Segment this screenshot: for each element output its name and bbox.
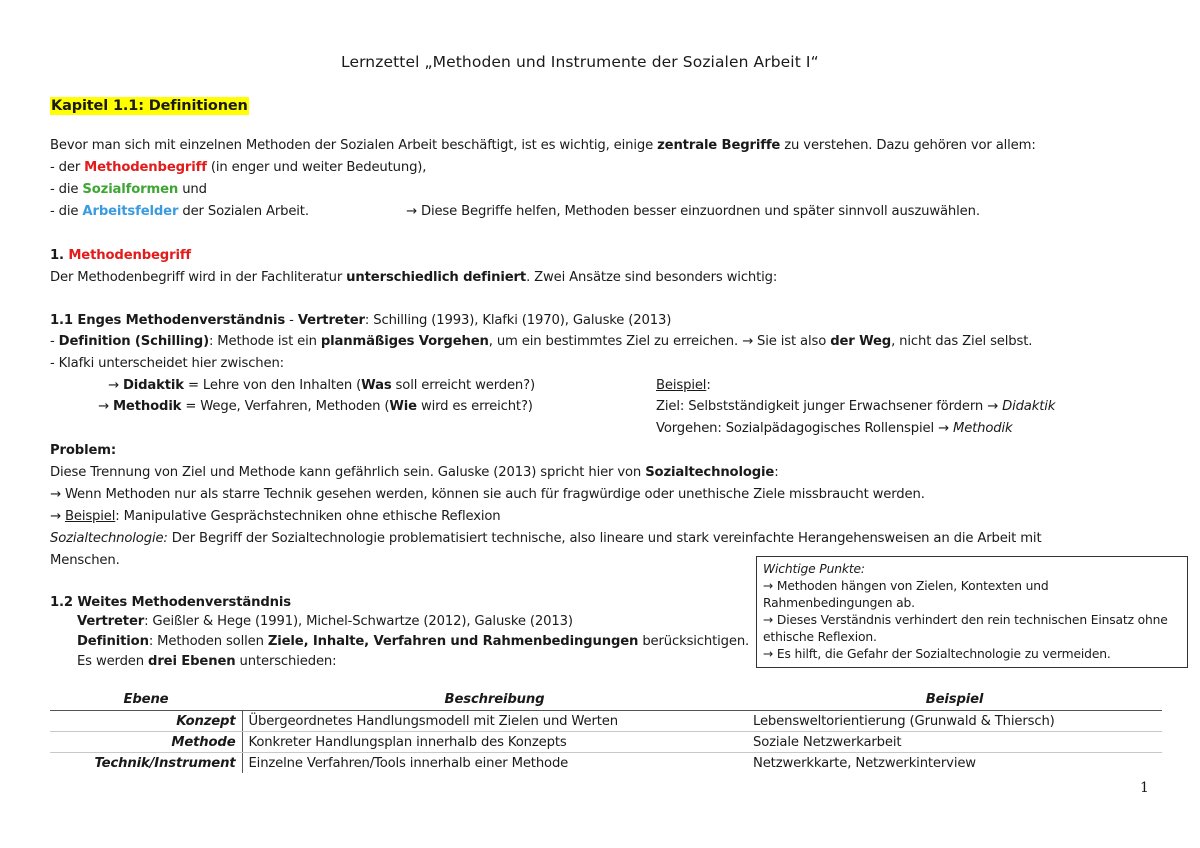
- problem-title: Problem:: [50, 443, 116, 458]
- problem-line-1: [50, 463, 779, 483]
- italic-term: Sozialtechnologie:: [50, 531, 168, 546]
- key-points-line: → Dieses Verständnis verhindert den rein technischen Einsatz ohne: [763, 613, 1168, 627]
- list-prefix: - die: [50, 182, 83, 197]
- table-row: [50, 753, 1162, 774]
- example-label-text: Beispiel: [656, 378, 707, 393]
- separator: -: [285, 313, 298, 328]
- list-prefix: -: [50, 334, 59, 349]
- intro-paragraph: [50, 136, 1036, 156]
- key-points-line: → Es hilft, die Gefahr der Sozialtechnologie zu vermeiden.: [763, 647, 1111, 661]
- bold-term: planmäßiges Vorgehen: [320, 334, 489, 349]
- arrow: →: [98, 399, 113, 414]
- intro-list-item-3: [50, 202, 309, 222]
- italic-term: Didaktik: [1002, 399, 1056, 414]
- text: Der Methodenbegriff wird in der Fachliteratur: [50, 270, 347, 285]
- table-cell-ebene: Technik/Instrument: [50, 753, 242, 774]
- vertreter-list: : Geißler & Hege (1991), Michel-Schwartze (2012), Galuske (2013): [144, 614, 573, 629]
- underlined-label: Beispiel: [64, 509, 116, 524]
- problem-heading: [50, 441, 116, 461]
- term-didaktik: Didaktik: [122, 378, 184, 393]
- bold-term: drei Ebenen: [148, 654, 236, 669]
- text: : Methode ist ein: [208, 334, 321, 349]
- text-end: , nicht das Ziel selbst.: [891, 334, 1033, 349]
- table-row: [50, 711, 1162, 732]
- text: Ziel: Selbstständigkeit junger Erwachsener fördern →: [656, 399, 1003, 414]
- text-end: . Zwei Ansätze sind besonders wichtig:: [526, 270, 778, 285]
- list-prefix: - die: [50, 204, 83, 219]
- table-cell-beispiel: Lebensweltorientierung (Grunwald & Thiersch): [747, 711, 1162, 732]
- list-suffix: und: [178, 182, 207, 197]
- key-points-line: Rahmenbedingungen ab.: [763, 596, 915, 610]
- term-methodenbegriff: Methodenbegriff: [84, 160, 207, 175]
- chapter-heading: [50, 96, 249, 116]
- label-vertreter: Vertreter: [297, 313, 365, 328]
- intro-list-item-1: [50, 158, 426, 178]
- problem-line-2: → Wenn Methoden nur als starre Technik gesehen werden, können sie auch für fragwürdige oder unethische Ziele missbraucht werden.: [50, 487, 925, 502]
- text: : Methoden sollen: [148, 634, 268, 649]
- definition-line: [77, 632, 749, 652]
- bold-wie: Wie: [389, 399, 417, 414]
- example-ziel: [656, 397, 1055, 417]
- list-suffix: (in enger und weiter Bedeutung),: [206, 160, 427, 175]
- bold-term: der Weg: [830, 334, 892, 349]
- label-vertreter: Vertreter: [77, 614, 145, 629]
- section-number: 1.: [50, 248, 69, 263]
- problem-line-3: [50, 507, 501, 527]
- section-1-1-heading: [50, 311, 671, 331]
- chapter-heading-text: Kapitel 1.1: Definitionen: [51, 98, 248, 114]
- table-cell-beschreibung: Einzelne Verfahren/Tools innerhalb einer Methode: [248, 755, 569, 771]
- text: Der Begriff der Sozialtechnologie problematisiert technische, also lineare und stark vereinfachte Herangehensweisen an die Arbeit mit: [167, 531, 1042, 546]
- table-cell-beispiel: Netzwerkkarte, Netzwerkinterview: [753, 755, 976, 771]
- section-1-text: [50, 268, 777, 288]
- term-arbeitsfelder: Arbeitsfelder: [82, 204, 179, 219]
- bold-was: Was: [361, 378, 392, 393]
- bold-term: Sozialtechnologie: [645, 465, 775, 480]
- table-cell-beschreibung: Übergeordnetes Handlungsmodell mit Zielen und Werten: [242, 711, 747, 732]
- table-header-row: [50, 688, 1162, 711]
- problem-line-5: Menschen.: [50, 553, 120, 568]
- table-header-beispiel: Beispiel: [747, 688, 1162, 711]
- key-points-title-text: Wichtige Punkte:: [763, 562, 865, 576]
- key-points-box: [756, 556, 1188, 668]
- intro-bold-term: zentrale Begriffe: [657, 138, 781, 153]
- intro-text: Bevor man sich mit einzelnen Methoden der Sozialen Arbeit beschäftigt, ist es wichtig, einige: [50, 138, 658, 153]
- table-cell-ebene: Konzept: [50, 711, 242, 732]
- document-title: Lernzettel „Methoden und Instrumente der Sozialen Arbeit I“: [341, 53, 819, 71]
- colon: :: [774, 465, 779, 480]
- subsection-title: 1.1 Enges Methodenverständnis: [50, 313, 286, 328]
- label-definition: Definition: [77, 634, 149, 649]
- colon: :: [706, 378, 711, 393]
- list-prefix: - der: [50, 160, 85, 175]
- text: : Manipulative Gesprächstechniken ohne ethische Reflexion: [115, 509, 501, 524]
- text-end: berücksichtigen.: [638, 634, 750, 649]
- list-suffix: der Sozialen Arbeit.: [178, 204, 309, 219]
- table-header-ebene: Ebene: [50, 688, 242, 711]
- subsection-title: 1.2 Weites Methodenverständnis: [50, 595, 291, 610]
- table-cell-beschreibung: Konkreter Handlungsplan innerhalb des Konzepts: [242, 732, 747, 753]
- section-title: Methodenbegriff: [68, 248, 191, 263]
- intro-text-end: zu verstehen. Dazu gehören vor allem:: [780, 138, 1036, 153]
- term-methodik: Methodik: [112, 399, 182, 414]
- italic-term: Methodik: [952, 421, 1013, 436]
- text-end: wird es erreicht?): [416, 399, 533, 414]
- definition-schilling: [50, 332, 1032, 352]
- table-row: [50, 732, 1162, 753]
- text: , um ein bestimmtes Ziel zu erreichen. → Sie ist also: [488, 334, 831, 349]
- section-1-heading: [50, 246, 191, 266]
- ebenen-line: [77, 652, 336, 672]
- problem-line-4: [50, 529, 1041, 549]
- example-vorgehen: [656, 419, 1013, 439]
- klafki-line: - Klafki unterscheidet hier zwischen:: [50, 356, 284, 371]
- term-sozialformen: Sozialformen: [82, 182, 179, 197]
- text: = Lehre von den Inhalten (: [183, 378, 362, 393]
- text-end: unterschieden:: [235, 654, 337, 669]
- text: Diese Trennung von Ziel und Methode kann gefährlich sein. Galuske (2013) spricht hier von: [50, 465, 646, 480]
- text: Vorgehen: Sozialpädagogisches Rollenspiel →: [656, 421, 953, 436]
- table-cell-ebene: Methode: [50, 732, 242, 753]
- text-end: soll erreicht werden?): [391, 378, 535, 393]
- key-points-line: → Methoden hängen von Zielen, Kontexten und: [763, 579, 1049, 593]
- didaktik-line: [108, 376, 535, 396]
- intro-list-item-2: [50, 180, 207, 200]
- table-header-beschreibung: Beschreibung: [242, 688, 747, 711]
- page-number: 1: [1140, 780, 1149, 796]
- example-label: [656, 376, 711, 396]
- vertreter-list: : Schilling (1993), Klafki (1970), Galuske (2013): [364, 313, 672, 328]
- intro-note: → Diese Begriffe helfen, Methoden besser einzuordnen und später sinnvoll auszuwählen.: [406, 204, 980, 219]
- levels-table: [50, 688, 1162, 773]
- bold-text: unterschiedlich definiert: [346, 270, 527, 285]
- key-points-line: ethische Reflexion.: [763, 630, 877, 644]
- methodik-line: [98, 397, 533, 417]
- section-1-2-heading: [50, 593, 291, 613]
- label-definition: Definition (Schilling): [58, 334, 209, 349]
- text: = Wege, Verfahren, Methoden (: [181, 399, 390, 414]
- text: Es werden: [77, 654, 149, 669]
- table-cell-beispiel: Soziale Netzwerkarbeit: [747, 732, 1162, 753]
- bold-term: Ziele, Inhalte, Verfahren und Rahmenbedingungen: [267, 634, 639, 649]
- key-points-title: [763, 561, 1181, 578]
- arrow: →: [50, 509, 65, 524]
- vertreter-line: [77, 612, 573, 632]
- arrow: →: [108, 378, 123, 393]
